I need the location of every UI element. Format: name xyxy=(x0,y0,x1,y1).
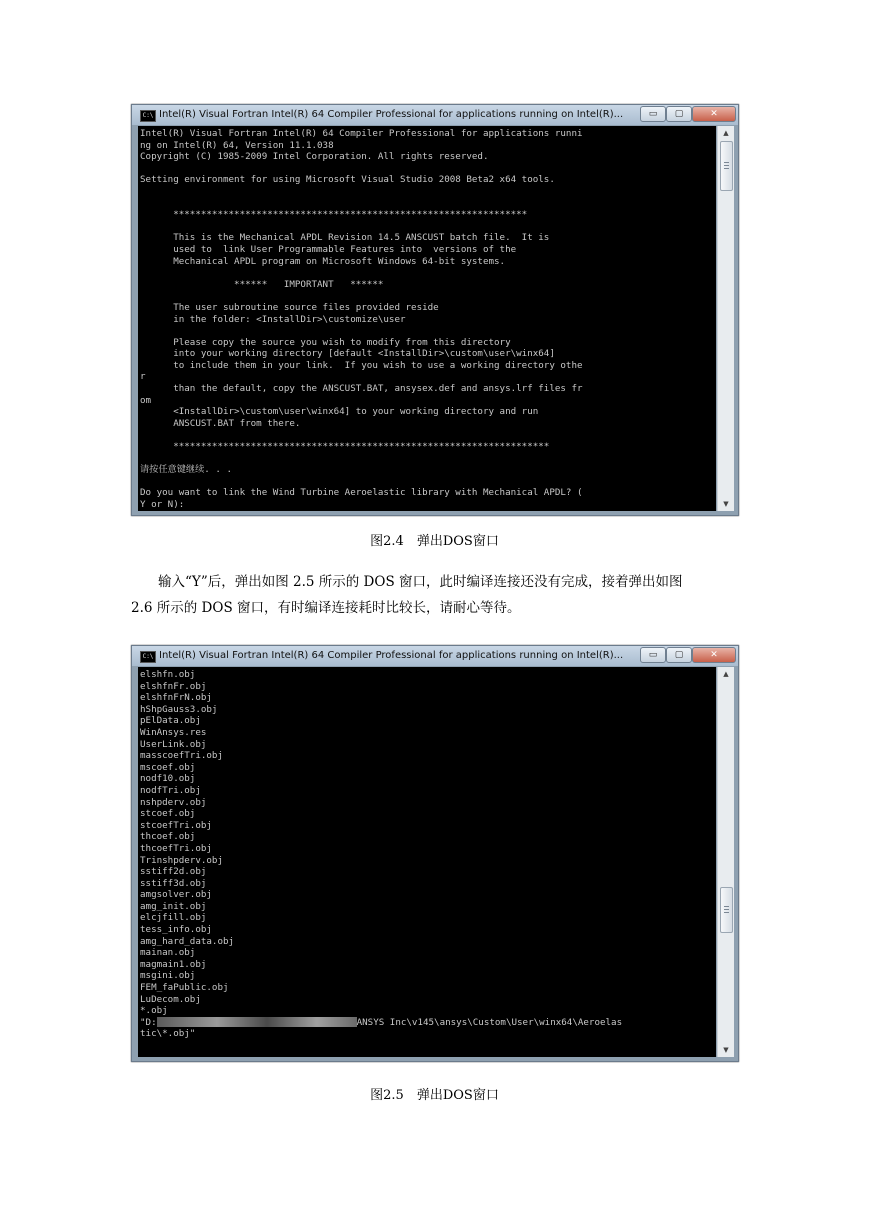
console-line: elcjfill.obj xyxy=(140,912,207,924)
scroll-thumb[interactable] xyxy=(720,887,733,933)
console-line: Setting environment for using Microsoft Visual Studio 2008 Beta2 x64 tools. xyxy=(140,174,555,186)
console-window-1 xyxy=(131,104,739,516)
console-line: The user subroutine source files provided reside xyxy=(140,301,439,313)
console-line: thcoef.obj xyxy=(140,831,196,843)
console-line: amgsolver.obj xyxy=(140,889,212,901)
console-line: masscoefTri.obj xyxy=(140,750,223,762)
console-line: ****** IMPORTANT ****** xyxy=(140,278,384,290)
console-line: Intel(R) Visual Fortran Intel(R) 64 Compiler Professional for applications runni xyxy=(140,128,583,139)
console-line: than the default, copy the ANSCUST.BAT, ansysex.def and ansys.lrf files fr xyxy=(140,383,583,395)
console-line: elshfn.obj xyxy=(140,669,196,680)
console-line: elshfnFr.obj xyxy=(140,680,207,692)
paragraph-line-1: 输入“Y”后，弹出如图 2.5 所示的 DOS 窗口，此时编译连接还没有完成，接着弹出如图 xyxy=(158,574,683,590)
console-line: sstiff2d.obj xyxy=(140,866,207,878)
path-prefix: "D: xyxy=(140,1016,157,1028)
console-app-icon: C:\ xyxy=(140,651,156,663)
console-line xyxy=(140,476,716,488)
console-line: Please copy the source you wish to modify from this directory xyxy=(140,336,511,348)
console-line: Copyright (C) 1985-2009 Intel Corporation. All rights reserved. xyxy=(140,151,489,163)
console-line xyxy=(140,429,716,441)
console-line: 请按任意键继续. . . xyxy=(140,464,232,476)
console-line: WinAnsys.res xyxy=(140,726,207,738)
console-line xyxy=(140,198,716,210)
console-app-icon: C:\ xyxy=(140,110,156,122)
console-line: Mechanical APDL program on Microsoft Windows 64-bit systems. xyxy=(140,255,506,267)
console-line xyxy=(140,290,716,302)
console-line: stcoefTri.obj xyxy=(140,819,212,831)
scroll-up-arrow-icon[interactable]: ▲ xyxy=(723,670,729,678)
maximize-button[interactable]: ▢ xyxy=(666,106,692,122)
console-line: Y or N): xyxy=(140,499,185,510)
console-line: nodfTri.obj xyxy=(140,784,201,796)
vertical-scrollbar[interactable] xyxy=(717,126,734,511)
console-line: nodf10.obj xyxy=(140,773,196,785)
console-line: This is the Mechanical APDL Revision 14.5 ANSCUST batch file. It is xyxy=(140,232,550,244)
console-line: pElData.obj xyxy=(140,715,201,727)
console-line: amg_hard_data.obj xyxy=(140,935,235,947)
scroll-thumb[interactable] xyxy=(720,141,733,191)
console-path-line xyxy=(140,1017,716,1029)
console-output[interactable] xyxy=(138,667,716,1057)
body-paragraph xyxy=(131,569,739,621)
console-line: to include them in your link. If you wish to use a working directory othe xyxy=(140,359,583,371)
vertical-scrollbar[interactable] xyxy=(717,667,734,1057)
paragraph-line-2: 2.6 所示的 DOS 窗口，有时编译连接耗时比较长，请耐心等待。 xyxy=(131,600,521,616)
window-titlebar[interactable] xyxy=(132,646,738,666)
console-window-2 xyxy=(131,645,739,1062)
console-line: into your working directory [default <InstallDir>\custom\user\winx64] xyxy=(140,348,555,360)
minimize-button[interactable]: ▭ xyxy=(640,106,666,122)
console-line: mainan.obj xyxy=(140,947,196,959)
window-title: Intel(R) Visual Fortran Intel(R) 64 Compiler Professional for applications running on Intel(R)... xyxy=(159,109,624,120)
console-line: om xyxy=(140,394,152,406)
console-line xyxy=(140,453,716,465)
console-line: thcoefTri.obj xyxy=(140,842,212,854)
console-line: amg_init.obj xyxy=(140,900,207,912)
console-line: FEM_faPublic.obj xyxy=(140,982,229,994)
console-line xyxy=(140,186,716,198)
maximize-button[interactable]: ▢ xyxy=(666,647,692,663)
close-button[interactable]: ✕ xyxy=(692,106,736,122)
console-line: *.obj xyxy=(140,1005,168,1017)
console-line: sstiff3d.obj xyxy=(140,877,207,889)
console-line: **************************************************************** xyxy=(140,209,528,221)
console-path-line-2: tic\*.obj" xyxy=(140,1028,196,1040)
console-line: msgini.obj xyxy=(140,970,196,982)
figure-caption-2-4: 图2.4 弹出DOS窗口 xyxy=(370,534,499,549)
console-line: magmain1.obj xyxy=(140,958,207,970)
console-line: <InstallDir>\custom\user\winx64] to your working directory and run xyxy=(140,406,539,418)
console-line: elshfnFrN.obj xyxy=(140,692,212,704)
scroll-down-arrow-icon[interactable]: ▼ xyxy=(723,500,729,508)
scroll-up-arrow-icon[interactable]: ▲ xyxy=(723,129,729,137)
console-line xyxy=(140,267,716,279)
console-line: nshpderv.obj xyxy=(140,796,207,808)
path-suffix: ANSYS Inc\v145\ansys\Custom\User\winx64\Aeroelas xyxy=(356,1016,623,1028)
console-line: stcoef.obj xyxy=(140,808,196,820)
console-line xyxy=(140,221,716,233)
console-line: used to link User Programmable Features into versions of the xyxy=(140,243,517,255)
console-line: hShpGauss3.obj xyxy=(140,703,218,715)
console-line: tess_info.obj xyxy=(140,924,212,936)
console-line: ******************************************************************** xyxy=(140,441,550,453)
console-line xyxy=(140,325,716,337)
console-line: ng on Intel(R) 64, Version 11.1.038 xyxy=(140,139,334,151)
console-line: in the folder: <InstallDir>\customize\user xyxy=(140,313,406,325)
console-output[interactable] xyxy=(138,126,716,511)
minimize-button[interactable]: ▭ xyxy=(640,647,666,663)
console-line: Trinshpderv.obj xyxy=(140,854,223,866)
console-line xyxy=(140,163,716,175)
console-line: LuDecom.obj xyxy=(140,993,201,1005)
window-title: Intel(R) Visual Fortran Intel(R) 64 Compiler Professional for applications running on Intel(R)... xyxy=(159,650,624,661)
console-line: ANSCUST.BAT from there. xyxy=(140,417,301,429)
console-line: UserLink.obj xyxy=(140,738,207,750)
console-line: mscoef.obj xyxy=(140,761,196,773)
scroll-down-arrow-icon[interactable]: ▼ xyxy=(723,1046,729,1054)
redacted-path-segment xyxy=(157,1017,357,1027)
console-line: Do you want to link the Wind Turbine Aeroelastic library with Mechanical APDL? ( xyxy=(140,487,583,499)
figure-caption-2-5: 图2.5 弹出DOS窗口 xyxy=(370,1088,499,1103)
console-line: r xyxy=(140,371,146,383)
close-button[interactable]: ✕ xyxy=(692,647,736,663)
window-titlebar[interactable] xyxy=(132,105,738,125)
